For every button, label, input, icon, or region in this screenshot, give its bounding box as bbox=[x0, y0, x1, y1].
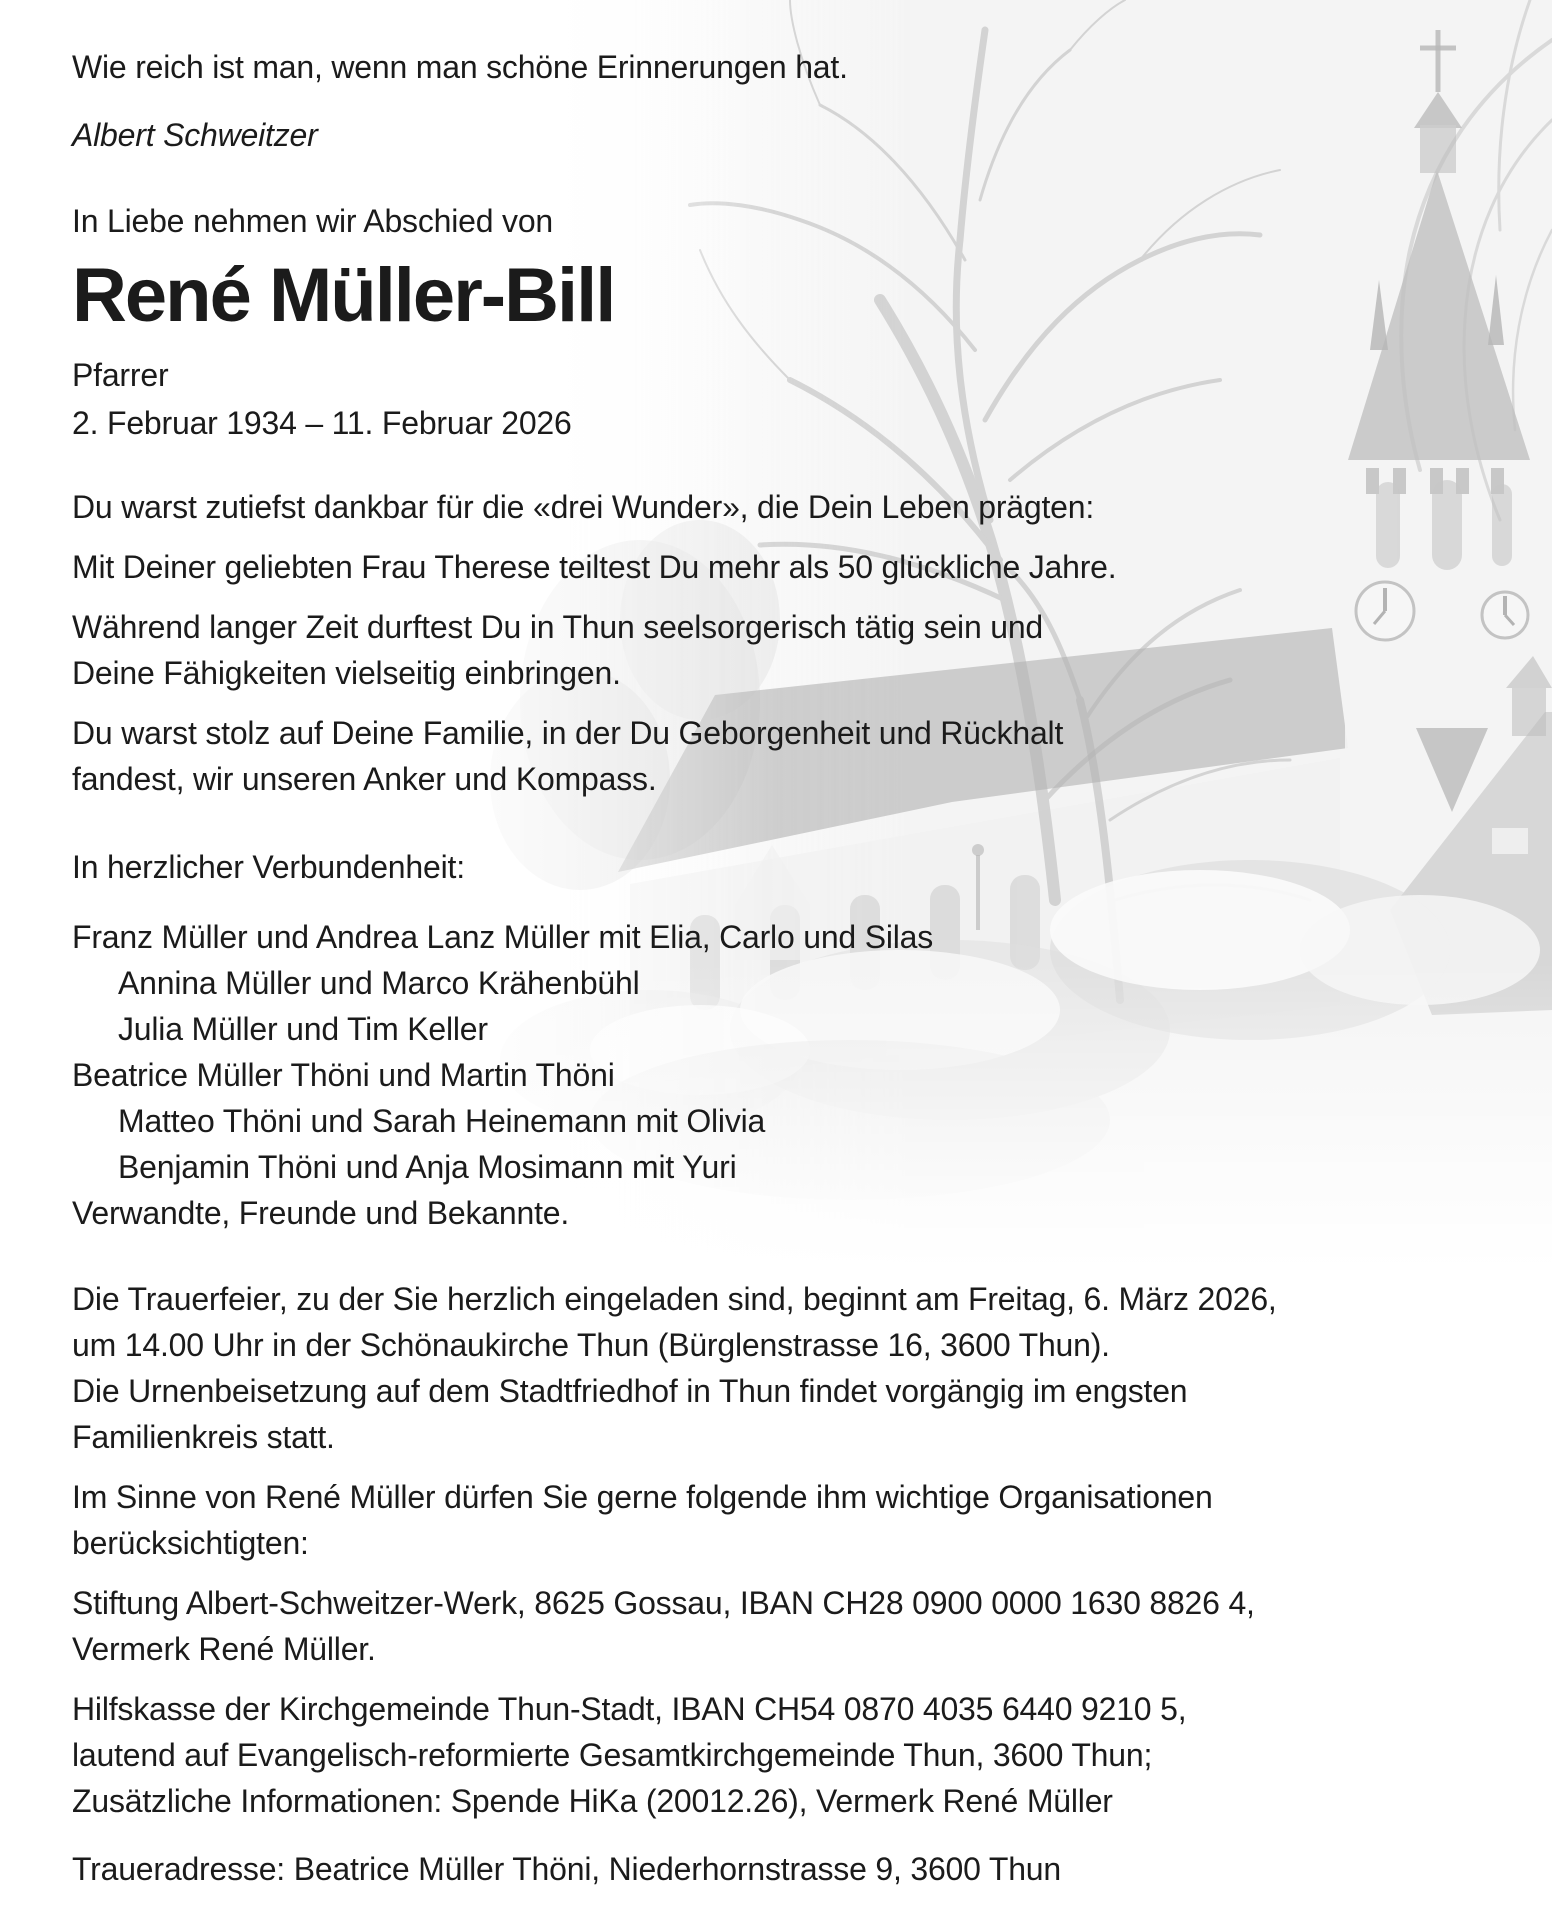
donation-paragraph bbox=[72, 1580, 1516, 1672]
mourners-list bbox=[72, 914, 1516, 1236]
tribute-paragraph bbox=[72, 484, 1516, 530]
deceased-name: René Müller-Bill bbox=[72, 253, 615, 338]
service-line: Die Trauerfeier, zu der Sie herzlich eingeladen sind, beginnt am Freitag, 6. März 2026, bbox=[72, 1281, 1277, 1317]
donation-line: lautend auf Evangelisch-reformierte Gesamtkirchgemeinde Thun, 3600 Thun; bbox=[72, 1737, 1153, 1773]
quote-author: Albert Schweitzer bbox=[72, 117, 318, 153]
intro-line: In Liebe nehmen wir Abschied von bbox=[72, 203, 554, 239]
donation-line: Hilfskasse der Kirchgemeinde Thun-Stadt, IBAN CH54 0870 4035 6440 9210 5, bbox=[72, 1691, 1187, 1727]
tribute-paragraph bbox=[72, 604, 1516, 696]
tribute-line: Deine Fähigkeiten vielseitig einbringen. bbox=[72, 655, 621, 691]
tribute-paragraph bbox=[72, 544, 1516, 590]
service-line: Im Sinne von René Müller dürfen Sie gerne folgende ihm wichtige Organisationen bbox=[72, 1479, 1213, 1515]
service-line: um 14.00 Uhr in der Schönaukirche Thun (Bürglenstrasse 16, 3600 Thun). bbox=[72, 1327, 1110, 1363]
donation-paragraph bbox=[72, 1686, 1516, 1824]
mourner-line: Beatrice Müller Thöni und Martin Thöni bbox=[72, 1057, 615, 1093]
tribute-line: Mit Deiner geliebten Frau Therese teiltest Du mehr als 50 glückliche Jahre. bbox=[72, 549, 1117, 585]
mourner-line: Franz Müller und Andrea Lanz Müller mit Elia, Carlo und Silas bbox=[72, 919, 934, 955]
tribute-line: Während langer Zeit durftest Du in Thun seelsorgerisch tätig sein und bbox=[72, 609, 1044, 645]
service-line: Familienkreis statt. bbox=[72, 1419, 335, 1455]
mourner-line: Verwandte, Freunde und Bekannte. bbox=[72, 1195, 570, 1231]
tribute-line: Du warst zutiefst dankbar für die «drei Wunder», die Dein Leben prägten: bbox=[72, 489, 1095, 525]
donation-line: Stiftung Albert-Schweitzer-Werk, 8625 Gossau, IBAN CH28 0900 0000 1630 8826 4, bbox=[72, 1585, 1255, 1621]
deceased-title: Pfarrer bbox=[72, 357, 169, 393]
mourner-line: Matteo Thöni und Sarah Heinemann mit Olivia bbox=[118, 1103, 766, 1139]
service-line: berücksichtigten: bbox=[72, 1525, 309, 1561]
service-paragraph bbox=[72, 1276, 1516, 1460]
service-line: Die Urnenbeisetzung auf dem Stadtfriedhof in Thun findet vorgängig im engsten bbox=[72, 1373, 1188, 1409]
donation-line: Zusätzliche Informationen: Spende HiKa (20012.26), Vermerk René Müller bbox=[72, 1783, 1113, 1819]
mourner-line: Annina Müller und Marco Krähenbühl bbox=[118, 965, 640, 1001]
quote-text: Wie reich ist man, wenn man schöne Erinnerungen hat. bbox=[72, 49, 848, 85]
tribute-line: fandest, wir unseren Anker und Kompass. bbox=[72, 761, 657, 797]
mourner-line: Benjamin Thöni und Anja Mosimann mit Yuri bbox=[118, 1149, 737, 1185]
condolence-address: Traueradresse: Beatrice Müller Thöni, Niederhornstrasse 9, 3600 Thun bbox=[72, 1851, 1061, 1887]
tribute-paragraph bbox=[72, 710, 1516, 802]
mourners-heading: In herzlicher Verbundenheit: bbox=[72, 849, 465, 885]
tribute-line: Du warst stolz auf Deine Familie, in der Du Geborgenheit und Rückhalt bbox=[72, 715, 1064, 751]
service-paragraph bbox=[72, 1474, 1516, 1566]
mourner-line: Julia Müller und Tim Keller bbox=[118, 1011, 488, 1047]
deceased-life-dates: 2. Februar 1934 – 11. Februar 2026 bbox=[72, 405, 572, 441]
donation-line: Vermerk René Müller. bbox=[72, 1631, 376, 1667]
